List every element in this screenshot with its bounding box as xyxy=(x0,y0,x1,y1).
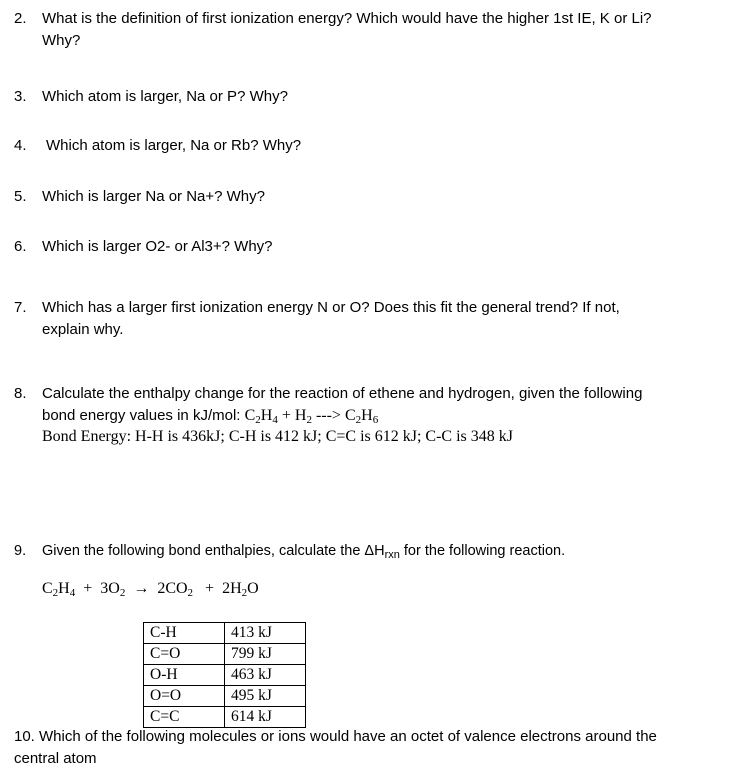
question-text: explain why. xyxy=(42,321,124,338)
question-text: Which is larger O2- or Al3+? Why? xyxy=(42,238,273,255)
bond-cell: O=O xyxy=(144,686,225,707)
table-row xyxy=(144,686,306,707)
reaction-equation-2: $C_2H_4 + 3O_2 \to 2CO_2 + 2H_2O$ xyxy=(42,580,259,599)
question-number: 5. xyxy=(14,188,27,205)
question-text: What is the definition of first ionization energy? Which would have the higher 1st IE, K or Li? xyxy=(42,10,652,27)
energy-cell: 799 kJ xyxy=(225,644,306,665)
reaction-equation: $C_2H_4 + H_2$ ---> $C_2H_6$ xyxy=(244,407,379,426)
question-number: 2. xyxy=(14,10,27,27)
energy-cell: 463 kJ xyxy=(225,665,306,686)
energy-cell: 413 kJ xyxy=(225,623,306,644)
energy-cell: 495 kJ xyxy=(225,686,306,707)
question-text: Which has a larger first ionization energy N or O? Does this fit the general trend? If not, xyxy=(42,299,620,316)
bond-enthalpy-table xyxy=(143,622,306,728)
table-row xyxy=(144,623,306,644)
question-number: 4. xyxy=(14,137,27,154)
question-text: Why? xyxy=(42,32,81,49)
table-row xyxy=(144,665,306,686)
bond-cell: O-H xyxy=(144,665,225,686)
table-row xyxy=(144,707,306,728)
question-number: 8. xyxy=(14,385,27,402)
bond-cell: C-H xyxy=(144,623,225,644)
question-text: Which is larger Na or Na+? Why? xyxy=(42,188,265,205)
bond-cell: C=O xyxy=(144,644,225,665)
question-number: 7. xyxy=(14,299,27,316)
question-text: Calculate the enthalpy change for the reaction of ethene and hydrogen, given the following xyxy=(42,385,643,402)
bond-energy-line: Bond Energy: H-H is 436kJ; C-H is 412 kJ; C=C is 612 kJ; C-C is 348 kJ xyxy=(42,428,513,445)
table-row xyxy=(144,644,306,665)
question-text: Which atom is larger, Na or P? Why? xyxy=(42,88,288,105)
question-number: 3. xyxy=(14,88,27,105)
question-text: Given the following bond enthalpies, calculate the $\Delta H_{rxn}$ for the following reaction. xyxy=(42,543,566,561)
question-10-partial: 10. Which of the following molecules or ions would have an octet of valence electrons around the central atom xyxy=(14,728,657,767)
question-text: Which atom is larger, Na or Rb? Why? xyxy=(46,137,302,154)
bond-cell: C=C xyxy=(144,707,225,728)
question-text: bond energy values in kJ/mol: $C_2H_4 + H_2$ ---> $C_2H_6$ xyxy=(42,407,379,426)
energy-cell: 614 kJ xyxy=(225,707,306,728)
question-number: 6. xyxy=(14,238,27,255)
question-number: 9. xyxy=(14,543,27,559)
